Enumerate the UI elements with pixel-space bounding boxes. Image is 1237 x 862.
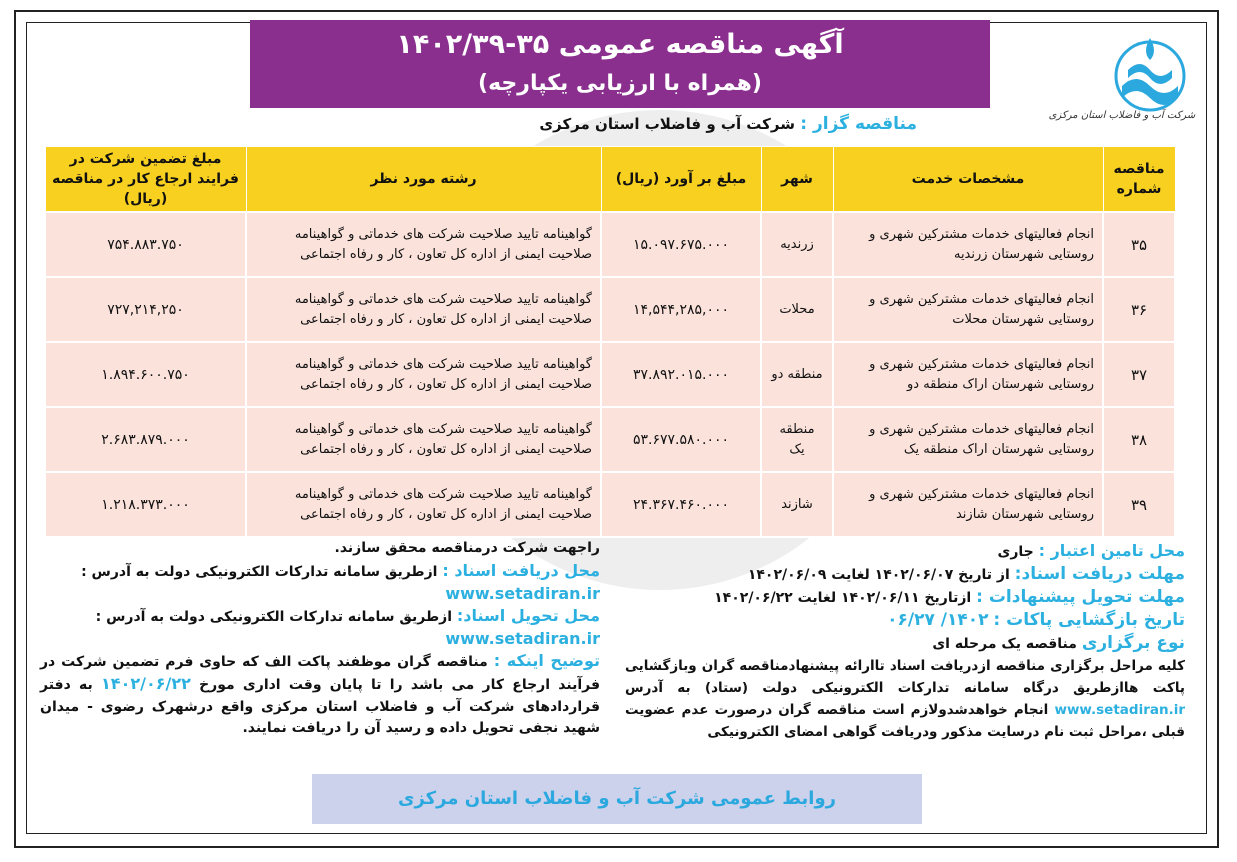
cell-guarantee: ۷۲۷,۲۱۴,۲۵۰ [45, 277, 246, 342]
cell-estimate: ۲۴.۳۶۷.۴۶۰.۰۰۰ [601, 472, 761, 537]
procedure-url[interactable]: www.setadiran.ir [1054, 702, 1185, 718]
cell-city: شازند [761, 472, 833, 537]
type-value: مناقصه یک مرحله ای [932, 636, 1077, 652]
doc-receive-label: محل دریافت اسناد : [442, 560, 600, 580]
cell-estimate: ۵۳.۶۷۷.۵۸۰.۰۰۰ [601, 407, 761, 472]
doc-deadline-value: از تاریخ ۱۴۰۲/۰۶/۰۷ لغایت ۱۴۰۲/۰۶/۰۹ [747, 567, 1010, 583]
procedure-text-end: انجام خواهدشدولازم است مناقصه گران درصورت عدم عضویت قبلی ،مراحل ثبت نام درسایت مذکور ودریافت گواهی امضای الکترونیکی [625, 702, 1185, 740]
cell-guarantee: ۷۵۴.۸۸۳.۷۵۰ [45, 212, 246, 277]
tenderer-line [539, 114, 917, 134]
table-row [45, 472, 1175, 537]
cell-service: انجام فعالیتهای خدمات مشترکین شهری و روستایی شهرستان محلات [833, 277, 1103, 342]
page-subtitle: (همراه با ارزیابی یکپارچه) [478, 71, 762, 96]
doc-receive-line [40, 560, 600, 584]
doc-receive-url[interactable]: www.setadiran.ir [445, 584, 600, 603]
note-text-a: مناقصه گران موظفند پاکت الف که حاوی فرم تضمین شرکت در فرآیند ارجاع کار می باشد را تا پایان وقت اداری مورخ [40, 653, 601, 693]
doc-deliver-url[interactable]: www.setadiran.ir [445, 629, 600, 648]
table-header-row [45, 147, 1175, 213]
procedure-text: کلیه مراحل برگزاری مناقصه ازدریافت اسناد تاارائه پیشنهادمناقصه گران وبازگشایی پاکت هاازطریق درگاه سامانه تدارکات الکترونیکی دولت (ستاد) به آدرس [625, 658, 1185, 696]
note-date: ۱۴۰۲/۰۶/۲۲ [101, 674, 191, 693]
cell-field: گواهینامه تایید صلاحیت شرکت های خدماتی و گواهینامه صلاحیت ایمنی از اداره کل تعاون ، کار و رفاه اجتماعی [246, 212, 601, 277]
cell-service: انجام فعالیتهای خدمات مشترکین شهری و روستایی شهرستان زرندیه [833, 212, 1103, 277]
doc-receive-value: ازطریق سامانه تدارکات الکترونیکی دولت به آدرس : [81, 563, 438, 580]
cell-guarantee: ۱.۲۱۸.۳۷۳.۰۰۰ [45, 472, 246, 537]
tender-details [625, 540, 1185, 743]
cell-no: ۳۵ [1103, 212, 1175, 277]
note-label: توضیح اینکه : [493, 650, 600, 670]
delivery-details [40, 538, 600, 740]
cell-no: ۳۸ [1103, 407, 1175, 472]
opening-value: ۱۴۰۲/ ۰۶/۲۷ [887, 610, 989, 630]
table-row [45, 407, 1175, 472]
doc-deadline-line [625, 563, 1185, 586]
doc-deadline-label: مهلت دریافت اسناد: [1014, 564, 1185, 584]
title-banner [250, 20, 990, 108]
note-text-b: به دفتر قراردادهای شرکت آب و فاضلاب استان مرکزی واقع درشهرک رضوی - میدان شهید نجفی تحویل داده و رسید آن را دریافت نمایند. [40, 677, 600, 736]
footer-banner [312, 774, 922, 824]
table-row [45, 342, 1175, 407]
cell-field: گواهینامه تایید صلاحیت شرکت های خدماتی و گواهینامه صلاحیت ایمنی از اداره کل تعاون ، کار و رفاه اجتماعی [246, 472, 601, 537]
tenderer-label: مناقصه گزار : [800, 114, 917, 134]
cell-estimate: ۳۷.۸۹۲.۰۱۵.۰۰۰ [601, 342, 761, 407]
type-line [625, 632, 1185, 655]
footer-text: روابط عمومی شرکت آب و فاضلاب استان مرکزی [397, 788, 837, 809]
opening-line [625, 609, 1185, 632]
cell-service: انجام فعالیتهای خدمات مشترکین شهری و روستایی شهرستان اراک منطقه دو [833, 342, 1103, 407]
cell-service: انجام فعالیتهای خدمات مشترکین شهری و روستایی شهرستان شازند [833, 472, 1103, 537]
cell-field: گواهینامه تایید صلاحیت شرکت های خدماتی و گواهینامه صلاحیت ایمنی از اداره کل تعاون ، کار و رفاه اجتماعی [246, 342, 601, 407]
tender-table [44, 146, 1176, 538]
header-no: مناقصه شماره [1103, 147, 1175, 213]
funding-line [625, 540, 1185, 563]
doc-deliver-label: محل تحویل اسناد: [456, 605, 600, 625]
bid-deadline-label: مهلت تحویل پیشنهادات : [976, 587, 1185, 607]
header-estimate: مبلغ بر آورد (ریال) [601, 147, 761, 213]
cell-estimate: ۱۴,۵۴۴,۲۸۵,۰۰۰ [601, 277, 761, 342]
header-service: مشخصات خدمت [833, 147, 1103, 213]
cell-no: ۳۹ [1103, 472, 1175, 537]
procedure-paragraph [625, 655, 1185, 743]
cell-no: ۳۷ [1103, 342, 1175, 407]
doc-deliver-value: ازطریق سامانه تدارکات الکترونیکی دولت به آدرس : [95, 608, 453, 625]
funding-value: جاری [997, 544, 1034, 560]
cell-city: زرندیه [761, 212, 833, 277]
cell-no: ۳۶ [1103, 277, 1175, 342]
doc-deliver-line [40, 605, 600, 629]
table-row [45, 212, 1175, 277]
header-guarantee: مبلغ تضمین شرکت در فرایند ارجاع کار در مناقصه (ریال) [45, 147, 246, 213]
bid-deadline-line [625, 586, 1185, 609]
cell-service: انجام فعالیتهای خدمات مشترکین شهری و روستایی شهرستان اراک منطقه یک [833, 407, 1103, 472]
cell-city: منطقه یک [761, 407, 833, 472]
type-label: نوع برگزاری [1081, 633, 1185, 653]
header-city: شهر [761, 147, 833, 213]
cell-field: گواهینامه تایید صلاحیت شرکت های خدماتی و گواهینامه صلاحیت ایمنی از اداره کل تعاون ، کار و رفاه اجتماعی [246, 407, 601, 472]
bid-deadline-value: ازتاریخ ۱۴۰۲/۰۶/۱۱ لغایت ۱۴۰۲/۰۶/۲۲ [714, 590, 972, 606]
cell-city: محلات [761, 277, 833, 342]
header-field: رشته مورد نظر [246, 147, 601, 213]
funding-label: محل تامین اعتبار : [1038, 541, 1185, 560]
cell-guarantee: ۲.۶۸۳.۸۷۹.۰۰۰ [45, 407, 246, 472]
cell-guarantee: ۱.۸۹۴.۶۰۰.۷۵۰ [45, 342, 246, 407]
opening-label: تاریخ بازگشایی پاکات : [993, 610, 1185, 630]
cell-estimate: ۱۵.۰۹۷.۶۷۵.۰۰۰ [601, 212, 761, 277]
intro-line: راجهت شرکت درمناقصه محقق سازند. [334, 540, 600, 556]
table-row [45, 277, 1175, 342]
tenderer-value: شرکت آب و فاضلاب استان مرکزی [539, 115, 795, 133]
note-paragraph [40, 650, 600, 740]
page-title: آگهی مناقصه عمومی ۳۵-۱۴۰۲/۳۹ [396, 29, 844, 60]
cell-field: گواهینامه تایید صلاحیت شرکت های خدماتی و گواهینامه صلاحیت ایمنی از اداره کل تعاون ، کار و رفاه اجتماعی [246, 277, 601, 342]
logo-caption: شرکت آب و فاضلاب استان مرکزی [1048, 110, 1196, 121]
cell-city: منطقه دو [761, 342, 833, 407]
